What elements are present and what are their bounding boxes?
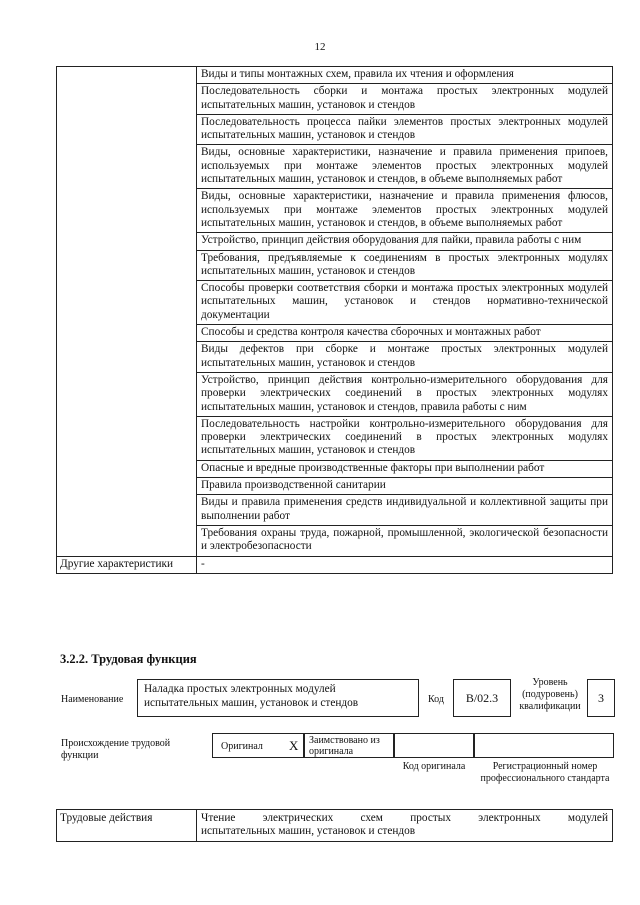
knowledge-item: Способы проверки соответствия сборки и монтажа простых электронных модулей испытательных машин, установок и стендов нормативно-технической документации <box>197 281 613 325</box>
other-label: Другие характеристики <box>57 556 197 573</box>
knowledge-item: Виды, основные характеристики, назначение и правила применения припоев, используемых при монтаже элементов простых электронных модулей испытательных машин, установок и стендов, в объеме выполняемых работ <box>197 145 613 189</box>
knowledge-item: Требования, предъявляемые к соединениям в простых электронных модулях испытательных машин, установок и стендов <box>197 250 613 281</box>
knowledge-item: Устройство, принцип действия оборудования для пайки, правила работы с ним <box>197 233 613 250</box>
actions-label: Трудовые действия <box>57 810 197 842</box>
origin-label: Происхождение трудовой функции <box>61 738 171 761</box>
level-field: 3 <box>587 679 615 717</box>
original-mark: X <box>289 738 299 753</box>
actions-table <box>56 809 613 842</box>
knowledge-item: Последовательность настройки контрольно-измерительного оборудования для проверки электрических соединений в простых электронных модулях испытательных машин, установок и стендов <box>197 416 613 460</box>
actions-value <box>197 810 613 842</box>
table-row <box>57 810 613 842</box>
knowledge-table <box>56 66 613 574</box>
original-cell <box>212 733 304 758</box>
other-value: - <box>197 556 613 573</box>
knowledge-item: Устройство, принцип действия контрольно-измерительного оборудования для проверки электрических соединений в простых электронных модулях испытательных машин, установок и стендов, правила работы с ним <box>197 372 613 416</box>
knowledge-item: Последовательность сборки и монтажа простых электронных модулей испытательных машин, установок и стендов <box>197 84 613 115</box>
code-original-cell <box>394 733 474 758</box>
knowledge-item: Виды и правила применения средств индивидуальной и коллективной защиты при выполнении работ <box>197 495 613 526</box>
page-number: 12 <box>314 41 326 53</box>
registration-number-label: Регистрационный номер профессионального стандарта <box>480 761 610 784</box>
actions-value-line-1: Чтение электрических схем простых электронных модулей <box>201 812 608 824</box>
name-label: Наименование <box>61 694 124 705</box>
actions-value-line-2: испытательных машин, установок и стендов <box>201 825 416 838</box>
knowledge-item: Способы и средства контроля качества сборочных и монтажных работ <box>197 325 613 342</box>
knowledge-item: Виды и типы монтажных схем, правила их чтения и оформления <box>197 67 613 84</box>
borrowed-cell: Заимствовано из оригинала <box>304 733 394 758</box>
function-code-field: B/02.3 <box>453 679 511 717</box>
knowledge-item: Опасные и вредные производственные факторы при выполнении работ <box>197 460 613 477</box>
knowledge-item: Правила производственной санитарии <box>197 478 613 495</box>
registration-number-cell <box>474 733 614 758</box>
section-title: 3.2.2. Трудовая функция <box>60 652 197 666</box>
knowledge-item: Виды, основные характеристики, назначение и правила применения флюсов, используемых при монтаже элементов простых электронных модулей испытательных машин, установок и стендов, в объеме выполняемых работ <box>197 189 613 233</box>
function-name-field: Наладка простых электронных модулей испытательных машин, установок и стендов <box>137 679 419 717</box>
knowledge-item: Требования охраны труда, пожарной, промышленной, экологической безопасности и электробезопасности <box>197 525 613 556</box>
table-row <box>57 556 613 573</box>
knowledge-label-cell <box>57 67 197 557</box>
level-label: Уровень (подуровень) квалификации <box>519 677 581 712</box>
knowledge-item: Последовательность процесса пайки элементов простых электронных модулей испытательных машин, установок и стендов <box>197 114 613 145</box>
code-label: Код <box>428 694 444 705</box>
original-label: Оригинал <box>221 741 263 752</box>
table-row <box>57 67 613 84</box>
code-original-label: Код оригинала <box>402 761 466 772</box>
knowledge-item: Виды дефектов при сборке и монтаже простых электронных модулей испытательных машин, установок и стендов <box>197 342 613 373</box>
